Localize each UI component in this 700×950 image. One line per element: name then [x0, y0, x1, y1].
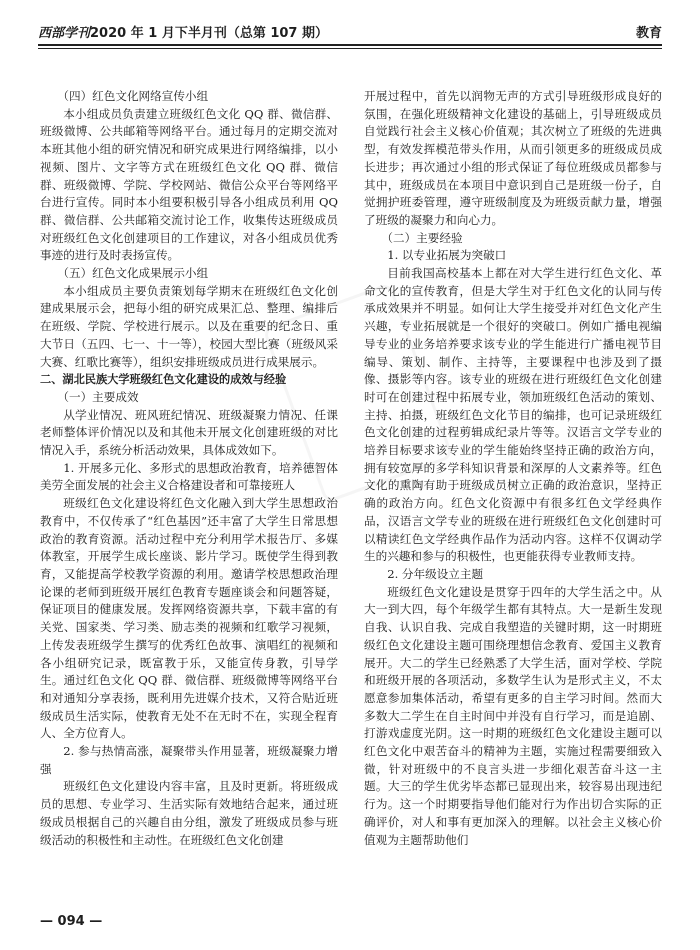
paragraph: 本小组成员主要负责策划每学期末在班级红色文化创建成果展示会，把每小组的研究成果汇总、整理、编排后在班级、学院、学校进行展示。以及在重要的纪念日、重大节日（五四、七一、十一等），校园大型比赛（班级风采大赛、红歌比赛等），组织安排班级成员进行成果展示。: [40, 283, 338, 369]
paragraph: 1. 开展多元化、多形式的思想政治教育，培养德智体美劳全面发展的社会主义合格建设者和可靠接班人: [40, 460, 338, 493]
issue-info: 2020 年 1 月下半月刊（总第 107 期）: [90, 26, 329, 41]
section-heading: 二、湖北民族大学班级红色文化建设的成效与经验: [40, 373, 287, 387]
header-rule: [38, 44, 662, 46]
left-column: [40, 88, 338, 849]
subsection-heading: （五）红色文化成果展示小组: [57, 266, 209, 281]
journal-logo: 西部学刊: [38, 26, 91, 41]
paragraph: 1. 以专业拓展为突破口: [387, 248, 507, 263]
subsection-heading: （二）主要经验: [381, 230, 463, 245]
paragraph: 2. 参与热情高涨，凝聚带头作用显著，班级凝聚力增强: [40, 744, 338, 776]
subsection-heading: （一）主要成效: [57, 389, 139, 404]
paragraph: 从学业情况、班风班纪情况、班级凝聚力情况、任课老师整体评价情况以及和其他未开展文化创建班级的对比情况入手，系统分析活动效果，具体成效如下。: [40, 407, 338, 458]
paragraph: 开展过程中，首先以润物无声的方式引导班级形成良好的氛围，在强化班级精神文化建设的基础上，引导班级成员自觉践行社会主义核心价值观；其次树立了班级的先进典型，有效发挥模范带头作用，从而引领更多的班级成员成长进步；再次通过小组的形式保证了每位班级成员都参与其中，班级成员在本项目中意识到自己是班级一份子，自觉拥护班委管理，遵守班级制度及为班级贡献力量，增强了班级的凝聚力和向心力。: [364, 89, 662, 227]
right-column: [364, 88, 662, 849]
journal-title: [38, 22, 328, 41]
page-header: [38, 20, 662, 42]
page-number: — 094 —: [40, 914, 103, 929]
paragraph: 目前我国高校基本上都在对大学生进行红色文化、革命文化的宣传教育，但是大学生对于红色文化的认同与传承成效果并不明显。如何让大学生接受并对红色文化产生兴趣，专业拓展就是一个很好的突破口。例如广播电视编导专业的业务培养要求该专业的学生能进行广播电视节目编导、策划、制作、主持等，主要课程中也涉及到了摄像、摄影等内容。该专业的班级在进行班级红色文化创建时可在创建过程中拓展专业，领加班级红色活动的策划、主持、拍摄，班级红色文化节目的编排，也可记录班级红色文化创建的过程剪辑成纪录片等等。汉语言文学专业的培养目标要求该专业的学生能始终坚持正确的政治方向，拥有较宽厚的多学科知识背景和深厚的人文素养等。红色文化的熏陶有助于班级成员树立正确的政治意识，坚持正确的政治方向。红色文化资源中有很多红色文学经典作品，汉语言文学专业的班级在进行班级红色文化创建时可以精读红色文学经典作品作为活动内容。这样不仅调动学生的兴趣和参与的积极性，也更能获得专业教师支持。: [364, 266, 662, 564]
paragraph: 班级红色文化建设将红色文化融入到大学生思想政治教育中，不仅传承了“红色基因”还丰富了大学生日常思想政治的教育资源。活动过程中充分利用学术报告厅、多媒体教室，开展学生成长座谈、影片学习。既使学生得到教育，又能提高学校教学资源的利用。邀请学校思想政治理论课的老师到班级开展红色教育专题座谈会和问题答疑，保证项目的健康发展。发挥网络资源共享，下载丰富的有关党、国家类、学习类、励志类的视频和红歌学习视频，上传发表班级学生撰写的优秀红色故事、演唱红的视频和各小组研究记录，既富教于乐，又能宣传身教，引导学生。通过红色文化 QQ 群、微信群、班级微博等网络平台和对通知分享表扬，既利用先进媒介技术，又符合贴近班级成员生活实际，使教育无处不在无时不在，实现全程育人、全方位育人。: [40, 496, 338, 741]
section-label: 教育: [635, 26, 662, 41]
paragraph: 2. 分年级设立主题: [387, 566, 484, 581]
paragraph: 班级红色文化建设内容丰富，且及时更新。将班级成员的思想、专业学习、生活实际有效地结合起来，通过班级成员根据自己的兴趣自由分组，激发了班级成员参与班级活动的积极性和主动性。在班级红色文化创建: [40, 779, 338, 847]
subsection-heading: （四）红色文化网络宣传小组: [57, 89, 209, 103]
header-rule-thin: [38, 48, 662, 49]
paragraph: 本小组成员负责建立班级红色文化 QQ 群、微信群、班级微博、公共邮箱等网络平台。通过每月的定期交流对本班其他小组的研究情况和研究成果进行网络编排，以小视频、图片、文字等方式在班级红色文化 QQ 群、微信群、班级微博、学院、学校网站、微信公众平台等网络平台进行宣传。同时本小组要积极引导各小组成员利用 QQ 群、微信群、公共邮箱交流讨论工作，收集传达班级成员对班级红色文化创建项目的工作建议，对各小组成员优秀事迹的进行及时表扬宣传。: [40, 106, 338, 263]
paragraph: 班级红色文化建设是贯穿于四年的大学生活之中。从大一到大四，每个年级学生都有其特点。大一是新生发现自我、认识自我、完成自我塑造的关键时期，这一时期班级红色文化建设主题可围绕理想信念教育、爱国主义教育展开。大二的学生已经熟悉了大学生活，面对学校、学院和班级开展的各项活动，多数学生认为是形式主义，不太愿意参加集体活动，希望有更多的自主学习时间。然而大多数大二学生在自主时间中并没有自行学习，而是追剧、打游戏虚度光阴。这一时期的班级红色文化建设主题可以红色文化中艰苦奋斗的精神为主题，实施过程需要细致入微，针对班级中的不良言头进一步细化艰苦奋斗这一主题。大三的学生优劣毕态都已显现出来，较容易出现违纪行为。这一个时期要指导他们能对行为作出切合实际的正确评价，对人和事有更加深入的理解。以社会主义核心价值观为主题帮助他们: [364, 584, 662, 847]
